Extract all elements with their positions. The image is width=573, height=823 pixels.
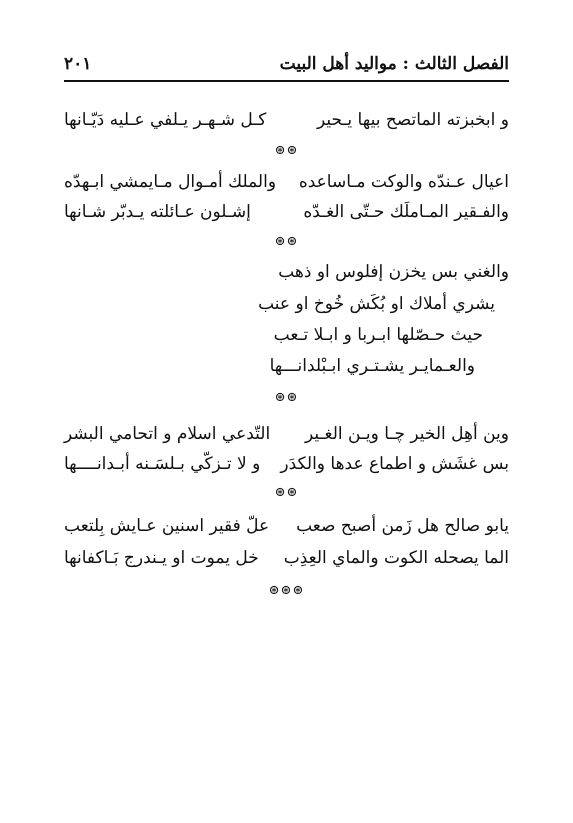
- verse-first-hemistich: اعيال عـندّه والوكت مـاساعده: [298, 172, 509, 192]
- verse-first-hemistich: بس غشَش و اطماع عدها والكدَر: [280, 454, 509, 474]
- verse-second-hemistich: التّدعي اسلام و اتحامي البشر: [64, 424, 271, 444]
- verse-second-hemistich: والملك أمـوال مـايمشي ابـهدّه: [64, 172, 277, 192]
- verse-second-hemistich: علّ فقير اسنين عـايش بِلتعب: [64, 516, 270, 536]
- verse-line: [64, 325, 509, 353]
- verse-second-hemistich: إشـلون عـائلته يـدبّر شـانها: [64, 202, 251, 222]
- verse-line: [64, 454, 509, 482]
- stanza-separator: ⊛⊛: [274, 143, 299, 158]
- verse-line: [64, 356, 509, 384]
- verse-line: [64, 262, 509, 290]
- stanza-separator: ⊛⊛: [274, 485, 299, 500]
- verse-first-hemistich: والفـقير المـاملَك حـتّى الغـدّه: [303, 202, 509, 222]
- verse-second-hemistich: و لا تـزكّي بـلسَـنه أبـدانــــها: [64, 454, 261, 474]
- verse-line: [64, 516, 509, 544]
- verse-hemistich: يشري أملاك او بُكَش خُوخ او عنب: [258, 294, 495, 314]
- verse-line: [64, 424, 509, 452]
- stanza-separator: ⊛⊛: [274, 390, 299, 405]
- verse-line: [64, 202, 509, 230]
- chapter-title: الفصل الثالث : مواليد أهل البيت: [279, 54, 509, 74]
- verse-first-hemistich: الما يصحله الكوت والماي العِذِب: [283, 548, 509, 568]
- verse-second-hemistich: كـل شـهـر يـلفي عـليه دَيّـانها: [64, 110, 267, 130]
- stanza-separator-final: ⊛⊛⊛: [268, 583, 305, 598]
- verse-second-hemistich: خل يموت او يـندرج بَـاكفانها: [64, 548, 259, 568]
- verse-line: [64, 548, 509, 576]
- verse-hemistich: والعـمايـر يشـتـري ابـبْلدانـــها: [269, 356, 475, 376]
- verse-hemistich: والغني بس يخزن إفلوس او ذهب: [278, 262, 509, 282]
- verse-line: [64, 172, 509, 200]
- verse-line: [64, 294, 509, 322]
- verse-first-hemistich: وين أهِل الخير چـا ويـن الغـير: [305, 424, 509, 444]
- header-rule: [64, 80, 509, 82]
- stanza-separator: ⊛⊛: [274, 234, 299, 249]
- verse-line: [64, 110, 509, 138]
- page-number: ٢٠١: [64, 54, 92, 74]
- verse-hemistich: حيث حـصّلها ابـربا و ابـلا تـعب: [273, 325, 483, 345]
- page-header: [64, 50, 509, 80]
- verse-first-hemistich: يابو صالح هل زَمن أصبح صعب: [296, 516, 509, 536]
- verse-first-hemistich: و ابخبزته الماتصح بيها يـحير: [316, 110, 509, 130]
